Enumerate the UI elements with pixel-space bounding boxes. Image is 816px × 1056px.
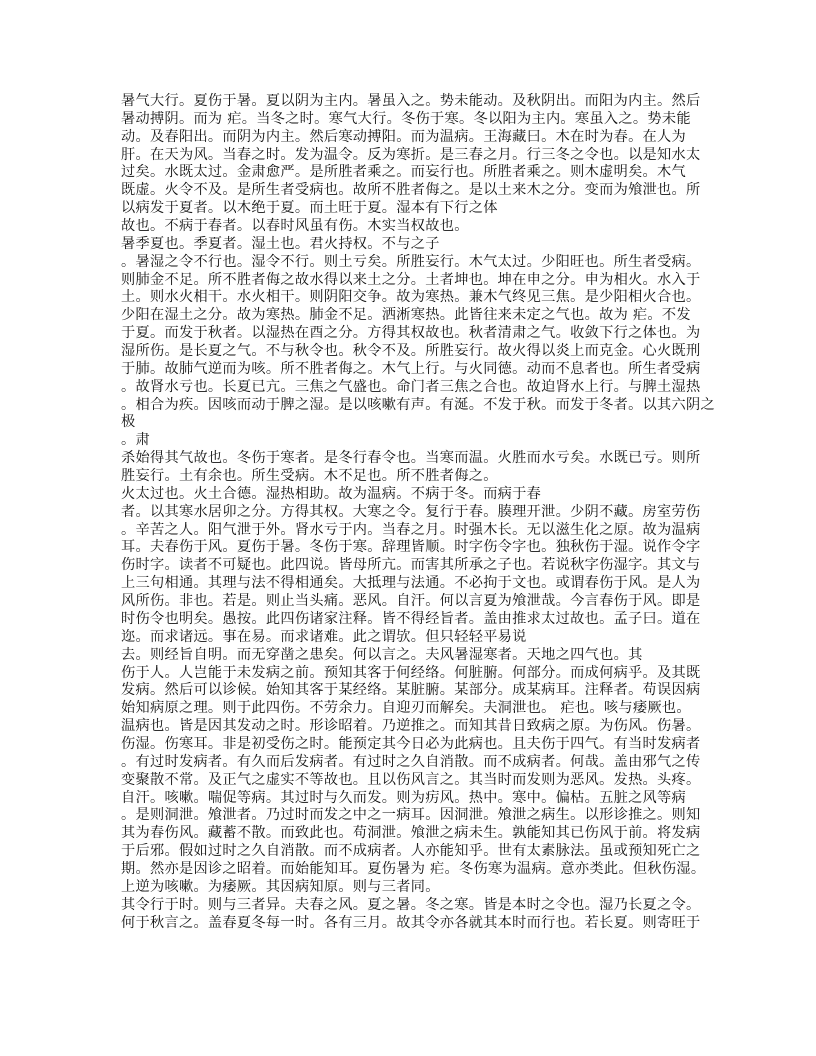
text-line: 期。然亦是因诊之昭着。而始能知耳。夏伤暑为 疟。冬伤寒为温病。意亦类此。但秋伤湿。	[121, 860, 706, 877]
text-line: 胜妄行。土有余也。所生受病。木不足也。所不胜者侮之。	[121, 468, 498, 485]
text-line: 。相合为疾。因咳而动于脾之湿。是以咳嗽有声。有涎。不发于秋。而发于冬者。以其六阴之	[121, 396, 715, 413]
text-line: 上逆为咳嗽。为痿厥。其因病知原。则与三者同。	[121, 878, 440, 895]
text-line: 自汗。咳嗽。喘促等病。其过时与久而发。则为疠风。热中。寒中。偏枯。五脏之风等病	[121, 789, 687, 806]
text-line: 于后邪。假如过时之久自消散。而不成病者。人亦能知乎。世有太素脉法。虽或预知死亡之	[121, 843, 701, 860]
text-line: 暑季夏也。季夏者。湿土也。君火持权。不与之子	[121, 235, 440, 252]
text-line: 故也。不病于春者。以春时风虽有伤。木实当权故也。	[121, 218, 469, 235]
text-line: 迩。而求诸远。事在易。而求诸难。此之谓欤。但只轻轻平易说	[121, 628, 527, 645]
text-line: 。肃	[121, 432, 150, 449]
text-line: 暑气大行。夏伤于暑。夏以阴为主内。暑虽入之。势未能动。及秋阴出。而阳为内主。然后	[121, 93, 701, 109]
document-page	[121, 93, 715, 932]
text-line: 始知病原之理。则于此四伤。不劳余力。自迎刃而解矣。夫洞泄也。 疟也。咳与痿厥也。	[121, 700, 691, 717]
text-line: 伤时字。读者不可疑也。此四说。皆母所亢。而害其所承之子也。若说秋字伤湿字。其文与	[121, 557, 701, 574]
text-line: 变聚散不常。及正气之虚实不等故也。且以伤风言之。其当时而发则为恶风。发热。头疼。	[121, 771, 701, 788]
text-line: 其为春伤风。藏蓄不散。而致此也。苟洞泄。飧泄之病未生。孰能知其已伤风于前。将发病	[121, 825, 701, 842]
text-line: 者。以其寒水居卯之分。方得其权。大寒之令。复行于春。腠理开泄。少阴不藏。房室劳伤	[121, 503, 701, 520]
text-line: 伤于人。人岂能于未发病之前。预知其客于何经络。何脏腑。何部分。而成何病乎。及其既	[121, 664, 701, 681]
text-line: 。故肾水亏也。长夏已亢。三焦之气盛也。命门者三焦之合也。故迫肾水上行。与脾土湿热	[121, 378, 701, 395]
text-line: 则肺金不足。所不胜者侮之故水得以来土之分。土者坤也。坤在申之分。申为相火。水入于	[121, 271, 701, 288]
text-line: 暑动搏阴。而为 疟。当冬之时。寒气大行。冬伤于寒。冬以阳为主内。寒虽入之。势未能	[121, 110, 691, 127]
text-line: 过矣。水既太过。金肃愈严。是所胜者乘之。而妄行也。所胜者乘之。则木虚明矣。木气	[121, 164, 687, 181]
text-line: 少阳在湿土之分。故为寒热。肺金不足。洒淅寒热。此皆往来未定之气也。故为 疟。不发	[121, 307, 691, 324]
text-line: 土。则水火相干。水火相干。则阴阳交争。故为寒热。兼木气终见三焦。是少阳相火合也。	[121, 289, 701, 306]
text-line: 。暑湿之令不行也。湿令不行。则土亏矣。所胜妄行。木气太过。少阳旺也。所生者受病。	[121, 253, 701, 270]
text-line: 风所伤。非也。若是。则止当头痛。恶风。自汗。何以言夏为飧泄哉。今言春伤于风。即是	[121, 593, 701, 610]
text-line: 杀始得其气故也。冬伤于寒者。是冬行春令也。当寒而温。火胜而水亏矣。水既已亏。则所	[121, 450, 701, 467]
text-line: 极	[121, 414, 136, 431]
text-line: 动。及春阳出。而阴为内主。然后寒动搏阳。而为温病。王海藏曰。木在时为春。在人为	[121, 128, 687, 145]
text-line: 伤湿。伤寒耳。非是初受伤之时。能预定其今日必为此病也。且夫伤于四气。有当时发病者	[121, 735, 701, 752]
text-line: 其令行于时。则与三者异。夫春之风。夏之暑。冬之寒。皆是本时之令也。湿乃长夏之令。	[121, 896, 701, 913]
text-line: 。是则洞泄。飧泄者。乃过时而发之中之一病耳。因洞泄。飧泄之病生。以形诊推之。则知	[121, 807, 701, 824]
text-line: 发病。然后可以诊候。始知其客于某经络。某脏腑。某部分。成某病耳。注释者。苟误因病	[121, 682, 701, 699]
text-line: 于肺。故肺气逆而为咳。所不胜者侮之。木气上行。与火同德。动而不息者也。所生者受病	[121, 360, 701, 377]
text-line: 既虚。火令不及。是所生者受病也。故所不胜者侮之。是以土来木之分。变而为飧泄也。所	[121, 182, 701, 199]
text-line: 上三句相通。其理与法不得相通矣。大抵理与法通。不必拘于文也。或谓春伤于风。是人为	[121, 575, 701, 592]
text-line: 火太过也。火土合德。湿热相助。故为温病。不病于冬。而病于春	[121, 485, 542, 502]
text-line: 。辛苦之人。阳气泄于外。肾水亏于内。当春之月。时强木长。无以滋生化之原。故为温病	[121, 521, 701, 538]
text-line: 去。则经旨自明。而无穿凿之患矣。何以言之。夫风暑湿寒者。天地之四气也。其	[121, 646, 643, 663]
text-line: 肝。在天为风。当春之时。发为温令。反为寒折。是三春之月。行三冬之令也。以是知水太	[121, 146, 701, 163]
text-line: 何于秋言之。盖春夏冬每一时。各有三月。故其令亦各就其本时而行也。若长夏。则寄旺于	[121, 914, 701, 931]
text-line: 以病发于夏者。以木绝于夏。而土旺于夏。湿本有下行之体	[121, 200, 498, 217]
text-line: 。有过时发病者。有久而后发病者。有过时之久自消散。而不成病者。何哉。盖由邪气之传	[121, 753, 701, 770]
text-line: 耳。夫春伤于风。夏伤于暑。冬伤于寒。辞理皆顺。时字伤令字也。独秋伤于湿。说作令字	[121, 539, 701, 556]
text-line: 于夏。而发于秋者。以湿热在酉之分。方得其权故也。秋者清肃之气。收敛下行之体也。为	[121, 325, 701, 342]
text-line: 湿所伤。是长夏之气。不与秋令也。秋令不及。所胜妄行。故火得以炎上而克金。心火既刑	[121, 343, 701, 360]
text-line: 温病也。皆是因其发动之时。形诊昭着。乃逆推之。而知其昔日致病之原。为伤风。伤暑。	[121, 718, 701, 735]
text-line: 时伤令也明矣。愚按。此四伤诸家注释。皆不得经旨者。盖由推求太过故也。孟子曰。道在	[121, 610, 701, 627]
